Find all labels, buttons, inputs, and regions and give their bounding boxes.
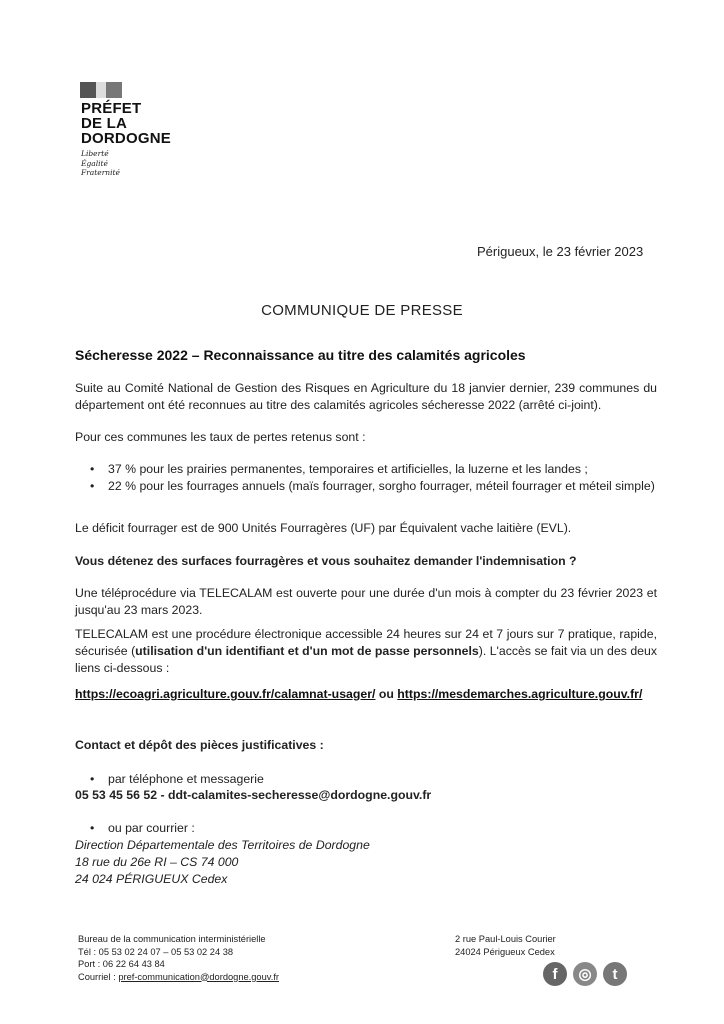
- footer-line: 24024 Périgueux Cedex: [455, 946, 555, 957]
- date-line: Périgueux, le 23 février 2023: [477, 244, 644, 259]
- footer-address: [455, 933, 556, 958]
- footer-email-link[interactable]: pref-communication@dordogne.gouv.fr: [118, 971, 279, 982]
- instagram-icon[interactable]: ◎: [573, 962, 597, 986]
- motto-line: Fraternité: [81, 168, 120, 177]
- contact-phone-line: 05 53 45 56 52 - ddt-calamites-secheresse@dordogne.gouv.fr: [75, 788, 432, 802]
- bullet-icon: •: [90, 462, 95, 476]
- ecoagri-link[interactable]: https://ecoagri.agriculture.gouv.fr/calamnat-usager/: [75, 687, 376, 701]
- mesdemarches-link[interactable]: https://mesdemarches.agriculture.gouv.fr/: [397, 687, 643, 701]
- twitter-icon[interactable]: t: [603, 962, 627, 986]
- contact-heading: Contact et dépôt des pièces justificatives :: [75, 738, 324, 752]
- address-line: 18 rue du 26e RI – CS 74 000: [75, 855, 239, 869]
- document-title: Sécheresse 2022 – Reconnaissance au titre des calamités agricoles: [75, 347, 526, 363]
- footer-contact: [78, 933, 279, 983]
- links-line: https://ecoagri.agriculture.gouv.fr/calamnat-usager/ ou https://mesdemarches.agriculture.gouv.fr/: [75, 687, 643, 701]
- motto-line: Liberté: [81, 149, 109, 158]
- rates-list: [75, 461, 657, 495]
- telecalam-emphasis: utilisation d'un identifiant et d'un mot de passe personnels: [135, 644, 479, 658]
- teleprocedure-paragraph: Une téléprocédure via TELECALAM est ouverte pour une durée d'un mois à compter du 23 février 2023 et jusqu'au 23 mars 2023.: [75, 586, 657, 617]
- footer-line: 2 rue Paul-Louis Courier: [455, 934, 556, 944]
- logo-line: DORDOGNE: [81, 130, 171, 147]
- telecalam-paragraph: TELECALAM est une procédure électronique accessible 24 heures sur 24 et 7 jours sur 7 pratique, rapide, sécurisée (utilisation d'un identifiant et d'un mot de passe personnels). L'accès se fait via un des deux liens ci-dessous :: [75, 627, 657, 675]
- contact-mail-item: • ou par courrier :: [90, 821, 195, 835]
- motto-line: Égalité: [81, 158, 108, 168]
- footer-line: Port : 06 22 64 43 84: [78, 959, 165, 969]
- bullet-icon: •: [90, 479, 95, 493]
- footer-email-line: Courriel : pref-communication@dordogne.gouv.fr: [78, 971, 279, 982]
- contact-phone-item: • par téléphone et messagerie: [90, 772, 264, 786]
- bullet-icon: •: [90, 772, 95, 786]
- bullet-icon: •: [90, 821, 95, 835]
- postal-address: [75, 837, 657, 888]
- list-item: • 22 % pour les fourrages annuels (maïs fourrager, sorgho fourrager, méteil fourrager et méteil simple): [75, 478, 657, 495]
- marianne-logo-icon: [80, 82, 122, 98]
- republic-motto: [81, 149, 120, 178]
- logo-line: PRÉFET: [81, 100, 142, 117]
- rates-intro: Pour ces communes les taux de pertes retenus sont :: [75, 430, 366, 444]
- footer-line: Tél : 05 53 02 24 07 – 05 53 02 24 38: [78, 946, 234, 957]
- prefecture-logo-title: [81, 101, 171, 146]
- deficit-paragraph: Le déficit fourrager est de 900 Unités Fourragères (UF) par Équivalent vache laitière (EVL).: [75, 521, 572, 535]
- intro-paragraph: Suite au Comité National de Gestion des Risques en Agriculture du 18 janvier dernier, 239 communes du département ont été reconnues au titre des calamités agricoles sécheresse 2022 (arrêté ci-joint).: [75, 381, 657, 412]
- press-release-label: COMMUNIQUE DE PRESSE: [261, 302, 463, 319]
- question-heading: Vous détenez des surfaces fourragères et vous souhaitez demander l'indemnisation ?: [75, 554, 577, 568]
- logo-line: DE LA: [81, 115, 127, 132]
- address-line: 24 024 PÉRIGUEUX Cedex: [75, 872, 228, 886]
- facebook-icon[interactable]: f: [543, 962, 567, 986]
- address-line: Direction Départementale des Territoires de Dordogne: [75, 838, 370, 852]
- social-links: [543, 962, 627, 986]
- footer-line: Bureau de la communication interministérielle: [78, 934, 266, 944]
- list-item: • 37 % pour les prairies permanentes, temporaires et artificielles, la luzerne et les landes ;: [75, 461, 657, 478]
